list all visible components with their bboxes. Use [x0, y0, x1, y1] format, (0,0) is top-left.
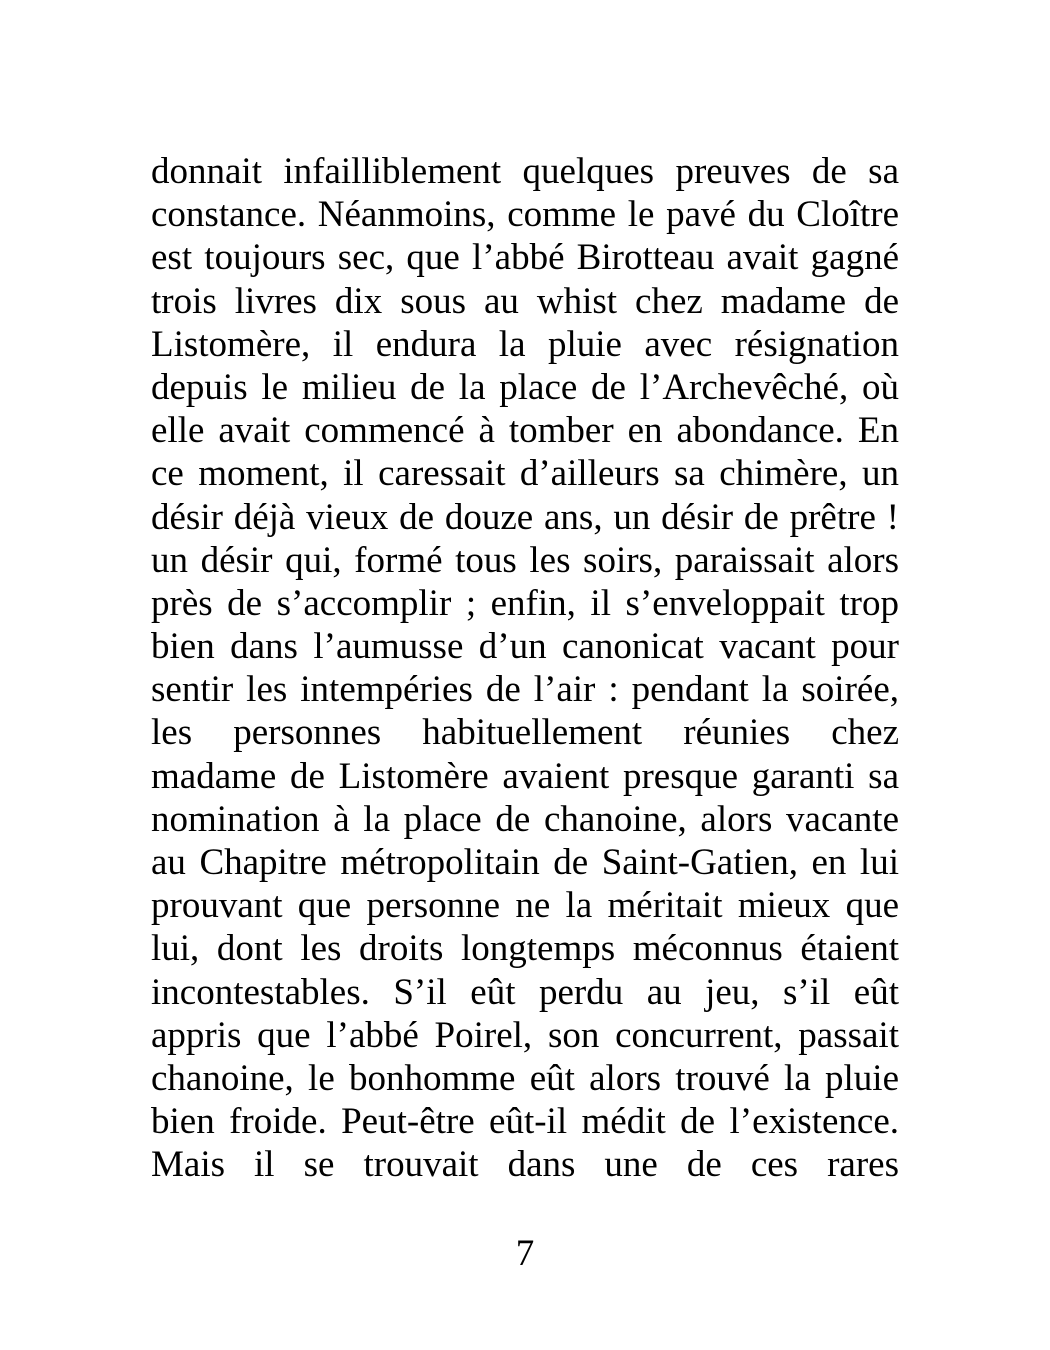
text-line: incontestables. S’il eût perdu au jeu, s’il eût	[151, 971, 899, 1013]
text-line: près de s’accomplir ; enfin, il s’enveloppait trop	[151, 582, 899, 624]
text-line: donnait infailliblement quelques preuves de sa	[151, 151, 899, 192]
text-line: bien dans l’aumusse d’un canonicat vacant pour	[151, 626, 899, 668]
text-line: les personnes habituellement réunies chez	[151, 712, 899, 754]
text-line: depuis le milieu de la place de l’Archevêché, où	[151, 366, 899, 408]
page-number: 7	[515, 1233, 535, 1274]
text-line: est toujours sec, que l’abbé Birotteau avait gagné	[151, 237, 899, 279]
text-line: trois livres dix sous au whist chez madame de	[151, 280, 899, 322]
text-line: prouvant que personne ne la méritait mieux que	[151, 885, 899, 927]
text-line: un désir qui, formé tous les soirs, paraissait alors	[151, 539, 899, 581]
text-line: appris que l’abbé Poirel, son concurrent, passait	[151, 1014, 899, 1056]
text-line: ce moment, il caressait d’ailleurs sa chimère, un	[151, 453, 899, 495]
text-line: sentir les intempéries de l’air : pendant la soirée,	[151, 669, 899, 711]
text-line: au Chapitre métropolitain de Saint-Gatien, en lui	[151, 842, 899, 883]
text-line: chanoine, le bonhomme eût alors trouvé la pluie	[151, 1057, 899, 1099]
text-line: elle avait commencé à tomber en abondance. En	[151, 410, 899, 452]
text-line: nomination à la place de chanoine, alors vacante	[151, 798, 899, 840]
body-text	[151, 150, 899, 1187]
text-line: bien froide. Peut-être eût-il médit de l’existence.	[151, 1101, 899, 1143]
text-line: constance. Néanmoins, comme le pavé du Cloître	[151, 194, 899, 236]
text-line: lui, dont les droits longtemps méconnus étaient	[151, 928, 899, 970]
text-line: Mais il se trouvait dans une de ces rares	[151, 1144, 899, 1186]
text-line: madame de Listomère avaient presque garanti sa	[151, 755, 899, 797]
text-line: désir déjà vieux de douze ans, un désir de prêtre !	[151, 496, 899, 538]
text-line: Listomère, il endura la pluie avec résignation	[151, 323, 899, 365]
